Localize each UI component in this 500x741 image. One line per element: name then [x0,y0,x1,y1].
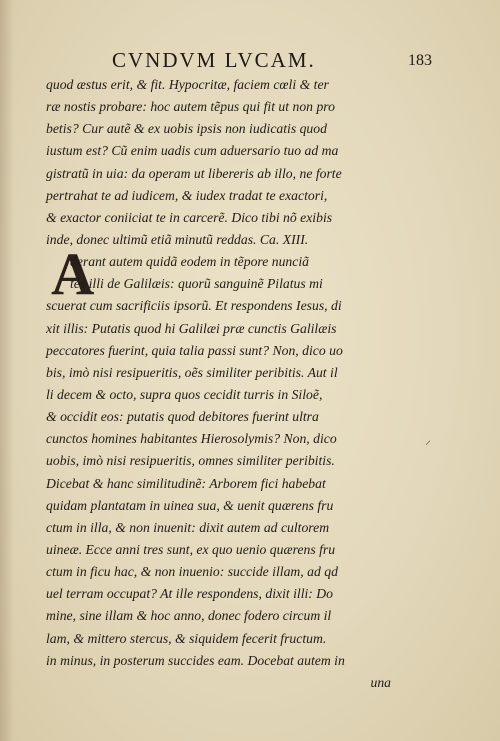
text-line: uobis, imò nisi resipueritis, omnes similiter peribitis. [46,453,335,469]
margin-mark: ⸍ [425,438,432,452]
text-line: scuerat cum sacrificiis ipsorũ. Et respondens Iesus, di [46,298,342,314]
text-line: tes illi de Galilæis: quorũ sanguinẽ Pilatus mi [70,276,323,292]
text-line: peccatores fuerint, quia talia passi sunt? Non, dico uo [46,342,343,358]
text-line: Dicebat & hanc similitudinẽ: Arborem fici habebat [46,475,326,491]
text-line: & occidit eos: putatis quod debitores fuerint ultra [46,409,319,425]
text-line: uineæ. Ecce anni tres sunt, ex quo uenio quærens fru [46,541,336,557]
text-line: quidam plantatam in uinea sua, & uenit quærens fru [46,497,334,513]
text-line: inde, donec ultimũ etiã minutũ reddas. Ca. XIII. [46,231,309,247]
text-line: ræ nostis probare: hoc autem tẽpus qui fit ut non pro [46,99,335,115]
text-line: in minus, in posterum succides eam. Docebat autem in [46,652,345,668]
text-line: cunctos homines habitantes Hierosolymis? Non, dico [46,431,337,447]
text-line: gistratũ in uia: da operam ut libereris ab illo, ne forte [46,165,342,181]
page-edge-shadow [0,0,14,741]
text-line: pertrahat te ad iudicem, & iudex tradat te exactori, [46,187,328,203]
text-line: uel terram occupat? At ille respondens, dixit illi: Do [46,586,334,602]
text-line: mine, sine illam & hoc anno, donec fodero circum il [46,608,332,624]
text-line: lam, & mittero stercus, & siquidem fecerit fructum. [46,630,327,646]
text-line: iustum est? Cũ enim uadis cum aduersario tuo ad ma [46,143,339,159]
text-line: ctum in ficu hac, & non inuenio: succide illam, ad qd [46,564,338,580]
drop-cap-initial: A [51,241,95,307]
text-line: ctum in illa, & non inuenit: dixit autem ad cultorem [46,519,330,535]
text-line: betis? Cur autẽ & ex uobis ipsis non iudicatis quod [46,121,327,137]
text-line: bis, imò nisi resipueritis, oẽs similiter peribitis. Aut il [46,364,338,380]
text-line: derant autem quidã eodem in tẽpore nunciã [70,254,309,270]
text-line: xit illis: Putatis quod hi Galilæi præ cunctis Galilæis [46,320,337,336]
text-line: li decem & octo, supra quos cecidit turris in Siloẽ, [46,386,323,402]
text-line: & exactor coniiciat te in carcerẽ. Dico tibi nõ exibis [46,209,333,225]
text-line: quod æstus erit, & fit. Hypocritæ, faciem cœli & ter [46,77,329,92]
main-text-block [46,74,391,694]
page-number: 183 [408,52,432,69]
running-head: CVNDVM LVCAM. [112,48,316,72]
catchword: una [370,674,391,690]
